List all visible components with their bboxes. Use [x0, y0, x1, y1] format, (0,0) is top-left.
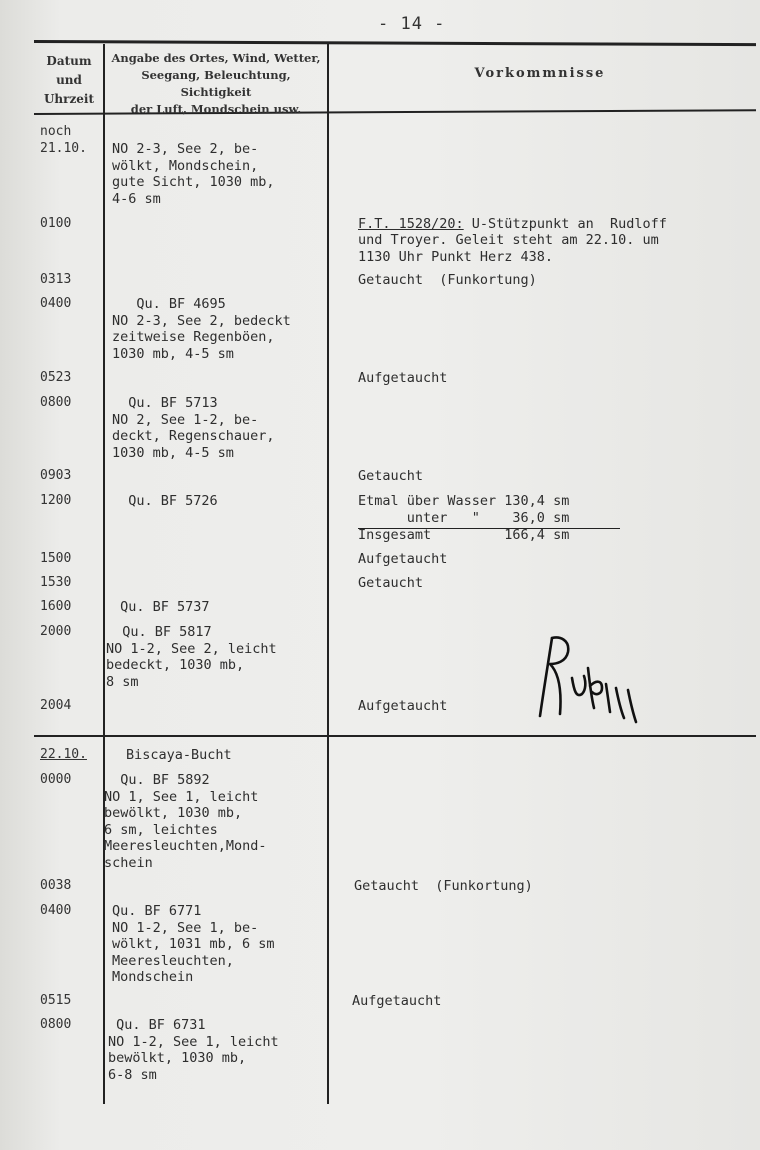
time-1530: 1530	[40, 575, 72, 590]
header-place-line2: Seegang, Beleuchtung, Sichtigkeit	[141, 68, 291, 99]
page-number: - 14 -	[378, 14, 446, 34]
etmal-total: Insgesamt 166,4 sm	[358, 527, 570, 543]
time-1500: 1500	[40, 551, 72, 566]
place-1600: Qu. BF 5737	[112, 599, 210, 615]
header-date-line2: und	[56, 73, 82, 87]
event-0313: Getaucht (Funkortung)	[358, 272, 537, 288]
event-0100-cont: und Troyer. Geleit steht am 22.10. um 1130 Uhr Punkt Herz 438.	[358, 232, 659, 265]
place-2000: Qu. BF 5817 NO 1-2, See 2, leicht bedeckt, 1030 mb, 8 sm	[106, 624, 277, 690]
event-0038: Getaucht (Funkortung)	[354, 878, 533, 894]
etmal-under-water: unter " 36,0 sm	[358, 510, 570, 526]
place-0000: Qu. BF 5892 NO 1, See 1, leicht bewölkt, 1030 mb, 6 sm, leichtes Meeresleuchten,Mond- schein	[104, 772, 267, 871]
place-1200: Qu. BF 5726	[112, 493, 218, 509]
date-22-10: 22.10.	[40, 747, 87, 762]
radio-message-ref: F.T. 1528/20:	[358, 216, 464, 232]
etmal-over-water: Etmal über Wasser 130,4 sm	[358, 493, 570, 509]
time-1200: 1200	[40, 493, 72, 508]
event-0523: Aufgetaucht	[358, 370, 448, 386]
event-2004: Aufgetaucht	[358, 698, 448, 714]
time-0038: 0038	[40, 878, 72, 893]
column-divider-left	[103, 44, 105, 1104]
event-1500: Aufgetaucht	[358, 551, 448, 567]
place-0400: Qu. BF 4695 NO 2-3, See 2, bedeckt zeitweise Regenböen, 1030 mb, 4-5 sm	[112, 296, 291, 362]
place-0800: Qu. BF 5713 NO 2, See 1-2, be- deckt, Regenschauer, 1030 mb, 4-5 sm	[112, 395, 275, 461]
noch-label: noch	[40, 124, 72, 139]
event-0903: Getaucht	[358, 468, 424, 484]
time-0903: 0903	[40, 468, 72, 483]
time-2004: 2004	[40, 698, 72, 713]
time-0000: 0000	[40, 772, 72, 787]
event-0515: Aufgetaucht	[352, 993, 442, 1009]
header-date-column	[36, 52, 102, 109]
header-top-rule	[34, 40, 756, 46]
time-0313: 0313	[40, 272, 72, 287]
event-1530: Getaucht	[358, 575, 424, 591]
time-1600: 1600	[40, 599, 72, 614]
time-0515: 0515	[40, 993, 72, 1008]
header-place-column	[104, 50, 328, 118]
column-divider-right	[327, 44, 329, 1104]
header-place-line3: der Luft, Mondschein usw.	[130, 102, 302, 116]
time-0400-2: 0400	[40, 903, 72, 918]
event-0100-text: U-Stützpunkt an Rudloff	[463, 216, 667, 232]
time-0523: 0523	[40, 370, 72, 385]
header-events-column: Vorkommnisse	[474, 66, 606, 81]
handwritten-signature	[532, 628, 642, 728]
time-0800-2: 0800	[40, 1017, 72, 1032]
time-0800: 0800	[40, 395, 72, 410]
header-date-line1: Datum	[46, 54, 92, 68]
place-0400-2: Qu. BF 6771 NO 1-2, See 1, be- wölkt, 1031 mb, 6 sm Meeresleuchten, Mondschein	[112, 903, 275, 985]
weather-21-10: NO 2-3, See 2, be- wölkt, Mondschein, gute Sicht, 1030 mb, 4-6 sm	[112, 141, 275, 207]
time-0400: 0400	[40, 296, 72, 311]
header-place-line1: Angabe des Ortes, Wind, Wetter,	[111, 51, 321, 65]
time-0100: 0100	[40, 216, 72, 231]
location-biscaya: Biscaya-Bucht	[126, 747, 232, 763]
place-0800-2: Qu. BF 6731 NO 1-2, See 1, leicht bewölkt, 1030 mb, 6-8 sm	[108, 1017, 279, 1083]
date-21-10: 21.10.	[40, 141, 87, 156]
section-divider-rule	[34, 735, 756, 737]
header-date-line3: Uhrzeit	[43, 92, 95, 106]
time-2000: 2000	[40, 624, 72, 639]
event-0100-line1	[358, 216, 667, 233]
